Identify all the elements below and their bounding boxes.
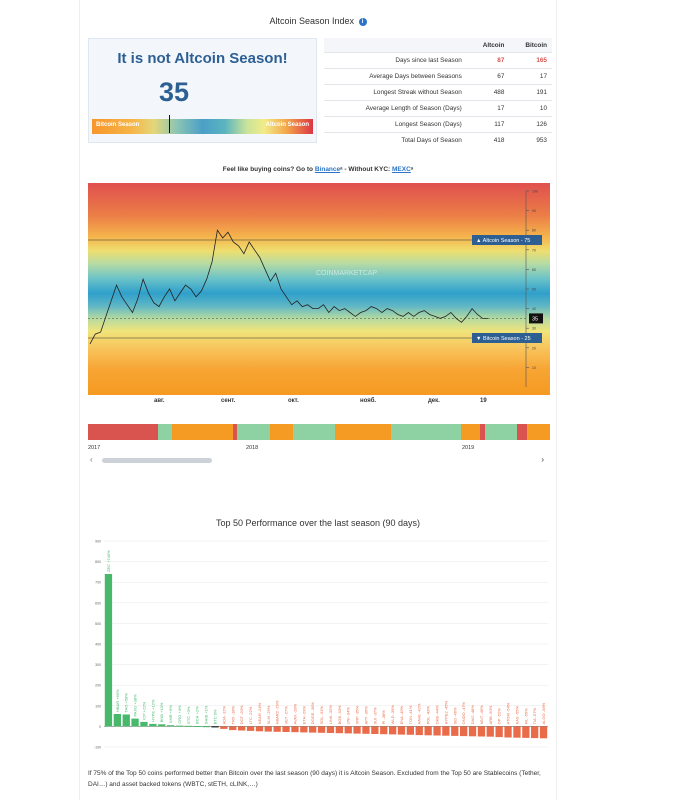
performance-bar [327, 726, 334, 733]
current-value-label: 35 [532, 316, 539, 323]
bar-data-label: DOT -20% [239, 705, 245, 725]
stats-row [324, 85, 552, 101]
bar-data-label: WLD -39% [390, 705, 396, 725]
bar-data-label: TON -41% [407, 705, 413, 725]
bar-data-label: BTC 0% [212, 709, 218, 725]
season-history-segment [88, 424, 158, 440]
performance-bar [540, 726, 547, 738]
performance-bar [167, 725, 174, 726]
year-tick-label: 2019 [462, 445, 475, 451]
stats-header-row [324, 38, 552, 53]
bar-data-label: TIA -57% [532, 707, 538, 725]
bar-data-label: POL -43% [425, 706, 431, 725]
performance-bar [140, 722, 147, 727]
performance-bar [265, 726, 272, 731]
season-history-segment [293, 424, 335, 440]
bar-data-label: ETC +3% [185, 706, 191, 724]
y-tick-label: 50 [532, 287, 536, 292]
bar-data-label: DAI2 -48% [470, 705, 475, 725]
stats-header-label [324, 38, 467, 53]
performance-bar [114, 714, 121, 726]
performance-bar [185, 726, 192, 727]
bar-data-label: ALGO -58% [541, 702, 547, 725]
bar-data-label: OKB -44% [434, 705, 440, 725]
altcoin-season-card [79, 0, 557, 800]
season-history-segment [485, 424, 518, 440]
performance-bar [318, 726, 325, 732]
season-status-panel [88, 38, 317, 143]
season-history-strip[interactable] [88, 424, 550, 440]
promo-prefix: Feel like buying coins? Go to [222, 166, 314, 173]
season-index-line [90, 230, 488, 344]
bar-data-label: ATOM -54% [505, 702, 511, 725]
performance-bar [362, 726, 369, 733]
performance-bar-chart [88, 535, 553, 753]
performance-bar [176, 726, 183, 727]
performance-bar [478, 726, 485, 736]
y-tick-label: 0 [99, 724, 101, 729]
mexc-link[interactable]: MEXC [392, 166, 411, 173]
season-history-segment [158, 424, 172, 440]
bar-data-label: SEI -46% [452, 707, 458, 725]
bar-data-label: ENA -40% [399, 705, 404, 725]
performance-bar [442, 726, 449, 735]
promo-mid: - Without KYC: [344, 166, 391, 173]
performance-bar [105, 574, 112, 726]
bar-data-label: FIL -56% [523, 708, 529, 725]
month-tick-label: окт. [288, 398, 299, 404]
stats-row [324, 133, 552, 149]
stats-row-altcoin: 117 [467, 117, 510, 133]
season-history-segment [172, 424, 233, 440]
y-tick-label: -100 [93, 745, 101, 750]
y-tick-label: 40 [532, 307, 536, 312]
stats-row-bitcoin: 191 [509, 85, 552, 101]
stats-row-label: Average Days between Seasons [324, 69, 467, 85]
season-status-headline: It is not Altcoin Season! [117, 50, 288, 67]
season-history-segment [237, 424, 270, 440]
year-tick-label: 2017 [88, 445, 101, 451]
y-tick-label: 10 [532, 365, 536, 370]
season-history-segment [391, 424, 461, 440]
bar-data-label: CRO +4% [177, 705, 182, 724]
watermark: COINMARKETCAP [316, 270, 378, 277]
bar-data-label: OP -52% [496, 708, 502, 725]
promo-line: Feel like buying coins? Go to Binanceᵃ - Without KYC: MEXCᵃ [222, 166, 414, 173]
season-history-segment [335, 424, 391, 440]
bar-data-label: ICP +22% [141, 701, 147, 720]
performance-bar [309, 726, 316, 732]
performance-bar [469, 726, 476, 736]
performance-bar [300, 726, 307, 732]
bar-data-label: SOL -31% [319, 706, 325, 725]
y-tick-label: 300 [95, 663, 101, 668]
season-gradient-bar [92, 119, 313, 134]
stats-row-altcoin: 67 [467, 69, 510, 85]
scroll-right-icon[interactable]: › [541, 455, 544, 464]
bar-data-label: VET -27% [283, 706, 289, 725]
performance-bar [380, 726, 387, 734]
performance-bar [531, 726, 538, 738]
stats-row [324, 69, 552, 85]
bar-data-label: MNT -49% [478, 705, 484, 725]
page-title [80, 16, 556, 26]
month-tick-label: 19 [480, 398, 487, 404]
performance-bar [353, 726, 360, 733]
performance-bar [123, 715, 130, 727]
performance-bar [256, 726, 263, 731]
info-icon[interactable]: i [359, 18, 367, 26]
bar-data-label: TAO +58% [123, 693, 129, 713]
stats-row-altcoin: 418 [467, 133, 510, 149]
y-tick-label: 20 [532, 346, 536, 351]
performance-bar [336, 726, 343, 733]
performance-bar [425, 726, 432, 735]
stats-row-bitcoin: 126 [509, 117, 552, 133]
stats-row [324, 101, 552, 117]
bar-data-label: HYPE2 -45% [443, 700, 449, 725]
bar-data-label: XRP -35% [354, 705, 360, 725]
y-tick-label: 900 [95, 539, 101, 544]
y-tick-label: 30 [532, 326, 536, 331]
performance-bar [274, 726, 281, 731]
month-axis [88, 398, 550, 408]
y-tick-label: 600 [95, 601, 101, 606]
performance-bar [407, 726, 414, 734]
bar-data-label: LTC -22% [248, 706, 253, 725]
reference-label: ▲ Altcoin Season - 75 [476, 238, 531, 244]
bar-data-label: XLM -25% [265, 705, 271, 725]
performance-bar [496, 726, 503, 737]
performance-bar [433, 726, 440, 735]
title-text: Altcoin Season Index [269, 16, 355, 26]
performance-bar [158, 724, 165, 726]
performance-bar [389, 726, 396, 734]
stats-row-label: Longest Streak without Season [324, 85, 467, 101]
y-tick-label: 100 [95, 704, 101, 709]
bar-data-label: TRX -18% [230, 705, 236, 725]
month-tick-label: нояб. [360, 398, 377, 404]
reference-label: ▼ Bitcoin Season - 25 [476, 336, 531, 342]
stats-row-label: Longest Season (Days) [324, 117, 467, 133]
performance-bar [282, 726, 289, 732]
scroll-left-icon[interactable]: ‹ [90, 455, 93, 464]
bar-data-label: SHIB +1% [203, 705, 209, 725]
bar-data-label: DOGE -30% [310, 702, 316, 725]
y-tick-label: 800 [95, 560, 101, 565]
stats-row-label: Average Length of Season (Days) [324, 101, 467, 117]
binance-link[interactable]: Binance [314, 166, 341, 173]
year-tick-label: 2018 [246, 445, 259, 451]
y-tick-label: 700 [95, 580, 101, 585]
season-history-segment [527, 424, 550, 440]
bar-data-label: BGB -33% [336, 705, 342, 725]
footnote: If 75% of the Top 50 coins performed better than Bitcoin over the last season (90 days) it is Altcoin Season. Excluded from the Top 50 are Stablecoins (Tether, DAI…) and asset backed tokens (WBTC, stETH, cLINK,…) [88, 770, 541, 788]
bar-data-label: NEAR -24% [256, 702, 262, 725]
stats-row-bitcoin: 17 [509, 69, 552, 85]
performance-bar [194, 726, 201, 727]
bar-data-label: ETH -29% [301, 705, 307, 725]
bar-data-label: XMR +6% [168, 705, 174, 724]
stats-row-label: Total Days of Season [324, 133, 467, 149]
bar-data-label: BCH +2% [194, 706, 200, 724]
performance-bar [203, 726, 210, 727]
y-tick-label: 100 [532, 189, 538, 194]
stats-row-bitcoin: 10 [509, 101, 552, 117]
performance-bar [522, 726, 529, 738]
performance-bar [229, 726, 236, 730]
bar-data-label: KAS -55% [514, 705, 520, 725]
bar-data-label: PAXG +38% [132, 694, 138, 717]
bar-data-label: PI -38% [381, 710, 387, 725]
bar-data-label: AVAX -28% [292, 703, 298, 725]
bar-data-label: AAVE -42% [416, 703, 422, 725]
performance-bar [291, 726, 298, 732]
bar-data-label: ADA -12% [221, 705, 227, 725]
bar-data-label: HBAR +60% [114, 689, 120, 712]
performance-bar [371, 726, 378, 734]
stats-row-label: Days since last Season [324, 53, 467, 69]
y-tick-label: 400 [95, 642, 101, 647]
performance-bar [398, 726, 405, 734]
month-tick-label: авг. [154, 398, 165, 404]
performance-bar [460, 726, 467, 736]
stats-row-altcoin: 488 [467, 85, 510, 101]
stats-row-bitcoin: 953 [509, 133, 552, 149]
y-tick-label: 90 [532, 209, 536, 214]
performance-bar [345, 726, 352, 733]
bitcoin-season-label: Bitcoin Season [96, 122, 140, 128]
bar-data-label: HBAR2 -26% [274, 700, 280, 725]
altcoin-season-label: Altcoin Season [265, 122, 309, 128]
bar-data-label: ZEC +740% [105, 550, 111, 572]
performance-bar [220, 726, 227, 729]
performance-bar [149, 724, 156, 727]
stats-row [324, 117, 552, 133]
performance-bar [247, 726, 254, 731]
bar-data-label: ONDO -47% [461, 701, 467, 725]
season-index-marker [169, 115, 170, 133]
season-history-segment [270, 424, 293, 440]
season-stats-table [324, 38, 552, 148]
bar-data-label: SUI -37% [372, 707, 378, 725]
performance-bar [211, 726, 218, 727]
performance-bar [416, 726, 423, 735]
performance-bar [451, 726, 458, 736]
y-tick-label: 70 [532, 248, 536, 253]
y-tick-label: 80 [532, 228, 536, 233]
bar-data-label: APT -36% [363, 706, 369, 725]
season-history-segment [461, 424, 480, 440]
bar-data-label: HYPE +12% [150, 699, 156, 722]
stats-row-altcoin: 87 [467, 53, 510, 69]
performance-chart-title: Top 50 Performance over the last season (90 days) [215, 518, 421, 528]
performance-bar [513, 726, 520, 737]
season-index-line-chart [88, 183, 550, 395]
season-index-chart [88, 183, 550, 395]
bar-data-label: LINK -32% [327, 705, 333, 725]
month-tick-label: дек. [428, 398, 440, 404]
stats-row [324, 53, 552, 69]
bar-data-label: UNI -34% [345, 707, 351, 725]
y-tick-label: 500 [95, 621, 101, 626]
bar-data-label: ARB -50% [487, 705, 493, 725]
bar-data-label: BNB +10% [159, 702, 165, 723]
stats-header-bitcoin: Bitcoin [509, 38, 552, 53]
history-scrollbar[interactable] [88, 455, 550, 465]
performance-bar [487, 726, 494, 736]
y-tick-label: 60 [532, 267, 536, 272]
stats-row-bitcoin: 165 [509, 53, 552, 69]
y-tick-label: 200 [95, 683, 101, 688]
season-index-value: 35 [158, 77, 190, 107]
performance-bar [504, 726, 511, 737]
performance-bar [131, 719, 138, 727]
stats-header-altcoin: Altcoin [467, 38, 510, 53]
stats-row-altcoin: 17 [467, 101, 510, 117]
performance-bar [238, 726, 245, 730]
month-tick-label: сент. [221, 398, 236, 404]
scroll-thumb[interactable] [102, 458, 212, 463]
season-history-segment [517, 424, 526, 440]
